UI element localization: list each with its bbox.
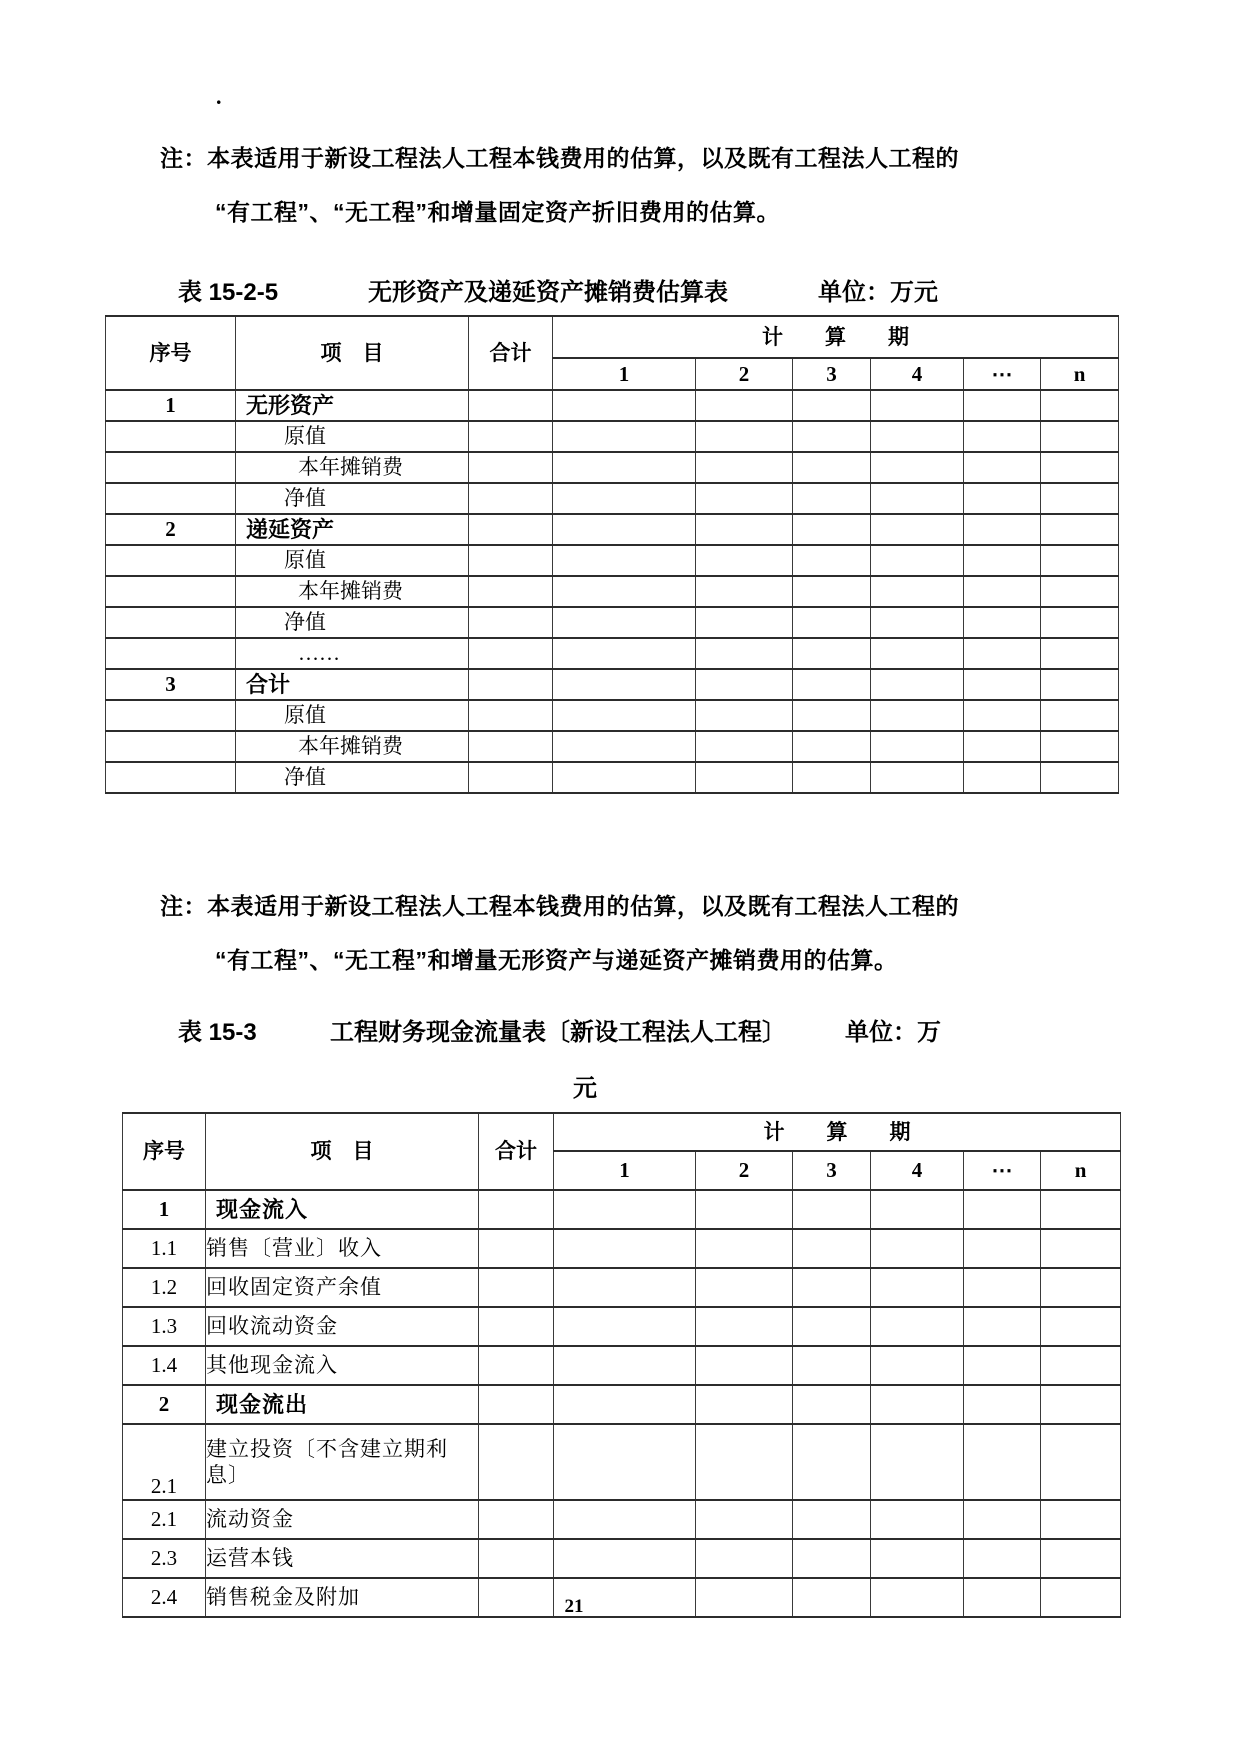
row-seq: 1.3 xyxy=(123,1307,206,1346)
empty-value-cell xyxy=(554,1424,696,1500)
empty-value-cell xyxy=(1041,762,1119,793)
empty-value-cell xyxy=(964,1346,1041,1385)
table-row xyxy=(106,545,1119,576)
empty-value-cell xyxy=(964,669,1041,700)
empty-value-cell xyxy=(554,1190,696,1229)
empty-value-cell xyxy=(469,669,553,700)
empty-value-cell xyxy=(871,1229,964,1268)
empty-value-cell xyxy=(469,514,553,545)
empty-value-cell xyxy=(553,545,696,576)
empty-value-cell xyxy=(469,576,553,607)
row-seq: 2.1 xyxy=(123,1500,206,1539)
empty-value-cell xyxy=(696,1424,793,1500)
empty-value-cell xyxy=(696,545,793,576)
empty-value-cell xyxy=(1041,452,1119,483)
empty-value-cell xyxy=(1041,390,1119,421)
empty-value-cell xyxy=(696,669,793,700)
table-row xyxy=(106,731,1119,762)
empty-value-cell xyxy=(964,607,1041,638)
empty-value-cell xyxy=(964,452,1041,483)
table-row xyxy=(123,1346,1121,1385)
row-seq: 2 xyxy=(123,1385,206,1424)
row-seq: 1 xyxy=(123,1190,206,1229)
empty-value-cell xyxy=(469,731,553,762)
col-header-total: 合计 xyxy=(469,316,553,390)
empty-value-cell xyxy=(964,390,1041,421)
table1-unit: 单位：万元 xyxy=(818,279,938,306)
period-col-n: n xyxy=(1041,358,1119,390)
table1-label: 表 15-2-5 xyxy=(178,279,279,306)
empty-value-cell xyxy=(964,1424,1041,1500)
row-item: 流动资金 xyxy=(206,1500,479,1539)
row-seq xyxy=(106,483,236,514)
empty-value-cell xyxy=(964,514,1041,545)
empty-value-cell xyxy=(1041,700,1119,731)
empty-value-cell xyxy=(696,452,793,483)
empty-value-cell xyxy=(964,545,1041,576)
table-row xyxy=(106,514,1119,545)
row-seq xyxy=(106,762,236,793)
col-header-item: 项 目 xyxy=(206,1113,479,1190)
empty-value-cell xyxy=(964,421,1041,452)
empty-value-cell xyxy=(793,421,871,452)
empty-value-cell xyxy=(469,762,553,793)
table-row xyxy=(123,1500,1121,1539)
empty-value-cell xyxy=(871,452,964,483)
period-col-3: 3 xyxy=(793,358,871,390)
empty-value-cell xyxy=(479,1424,554,1500)
table-row xyxy=(106,452,1119,483)
empty-value-cell xyxy=(554,1268,696,1307)
table-row xyxy=(106,762,1119,793)
empty-value-cell xyxy=(696,483,793,514)
empty-value-cell xyxy=(793,1385,871,1424)
empty-value-cell xyxy=(1041,1346,1121,1385)
empty-value-cell xyxy=(696,576,793,607)
empty-value-cell xyxy=(964,1307,1041,1346)
col-header-period: 计 算 期 xyxy=(553,316,1119,358)
empty-value-cell xyxy=(793,1539,871,1578)
empty-value-cell xyxy=(553,669,696,700)
period-col-2: 2 xyxy=(696,358,793,390)
empty-value-cell xyxy=(1041,638,1119,669)
empty-value-cell xyxy=(553,731,696,762)
cash-flow-table xyxy=(122,1112,1121,1618)
empty-value-cell xyxy=(1041,1190,1121,1229)
table-row xyxy=(106,607,1119,638)
row-seq: 2.4 xyxy=(123,1578,206,1617)
empty-value-cell xyxy=(469,452,553,483)
empty-value-cell xyxy=(696,1385,793,1424)
empty-value-cell xyxy=(553,514,696,545)
empty-value-cell xyxy=(793,669,871,700)
table-row xyxy=(123,1190,1121,1229)
row-seq: 2 xyxy=(106,514,236,545)
empty-value-cell xyxy=(1041,1539,1121,1578)
empty-value-cell xyxy=(696,421,793,452)
empty-value-cell xyxy=(696,1229,793,1268)
empty-value-cell xyxy=(554,1346,696,1385)
empty-value-cell xyxy=(553,638,696,669)
empty-value-cell xyxy=(871,669,964,700)
empty-value-cell xyxy=(696,607,793,638)
empty-value-cell xyxy=(696,390,793,421)
empty-value-cell xyxy=(871,762,964,793)
empty-value-cell xyxy=(1041,483,1119,514)
empty-value-cell xyxy=(871,545,964,576)
empty-value-cell xyxy=(871,1500,964,1539)
period-col-2: 2 xyxy=(696,1151,793,1190)
table-row xyxy=(123,1385,1121,1424)
empty-value-cell xyxy=(553,452,696,483)
row-item: 运营本钱 xyxy=(206,1539,479,1578)
empty-value-cell xyxy=(1041,1385,1121,1424)
empty-value-cell xyxy=(553,762,696,793)
empty-value-cell xyxy=(871,1424,964,1500)
table-row xyxy=(106,669,1119,700)
empty-value-cell xyxy=(554,1307,696,1346)
empty-value-cell xyxy=(871,700,964,731)
row-item: 本年摊销费 xyxy=(236,452,469,483)
empty-value-cell xyxy=(964,700,1041,731)
row-seq xyxy=(106,731,236,762)
row-item: 原值 xyxy=(236,421,469,452)
row-item: 无形资产 xyxy=(236,390,469,421)
empty-value-cell xyxy=(553,700,696,731)
empty-value-cell xyxy=(696,1307,793,1346)
table-row xyxy=(123,1539,1121,1578)
row-item: 原值 xyxy=(236,545,469,576)
table2-label: 表 15-3 xyxy=(178,1019,257,1046)
period-col-1: 1 xyxy=(554,1151,696,1190)
empty-value-cell xyxy=(479,1346,554,1385)
empty-value-cell xyxy=(793,545,871,576)
row-seq xyxy=(106,638,236,669)
row-seq: 2.3 xyxy=(123,1539,206,1578)
note2-line2: “有工程”、“无工程”和增量无形资产与递延资产摊销费用的估算。 xyxy=(215,947,898,973)
empty-value-cell xyxy=(793,483,871,514)
col-header-seq: 序号 xyxy=(123,1113,206,1190)
stray-dot: . xyxy=(216,84,222,109)
period-col-4: 4 xyxy=(871,358,964,390)
empty-value-cell xyxy=(964,1500,1041,1539)
empty-value-cell xyxy=(554,1385,696,1424)
empty-value-cell xyxy=(696,1346,793,1385)
row-item: 净值 xyxy=(236,483,469,514)
row-seq xyxy=(106,576,236,607)
row-seq xyxy=(106,452,236,483)
empty-value-cell xyxy=(964,576,1041,607)
empty-value-cell xyxy=(964,1385,1041,1424)
period-col-ellipsis: ⋯ xyxy=(964,358,1041,390)
note1-line2: “有工程”、“无工程”和增量固定资产折旧费用的估算。 xyxy=(215,199,780,225)
empty-value-cell xyxy=(1041,421,1119,452)
empty-value-cell xyxy=(554,1229,696,1268)
table-row xyxy=(123,1424,1121,1500)
empty-value-cell xyxy=(479,1190,554,1229)
empty-value-cell xyxy=(871,576,964,607)
empty-value-cell xyxy=(554,1539,696,1578)
page-number: 21 xyxy=(564,1596,584,1617)
empty-value-cell xyxy=(1041,1307,1121,1346)
row-seq: 1.1 xyxy=(123,1229,206,1268)
empty-value-cell xyxy=(793,638,871,669)
empty-value-cell xyxy=(696,514,793,545)
empty-value-cell xyxy=(964,762,1041,793)
col-header-item: 项 目 xyxy=(236,316,469,390)
row-item: 现金流入 xyxy=(206,1190,479,1229)
empty-value-cell xyxy=(553,576,696,607)
amortization-estimate-table xyxy=(105,315,1119,794)
empty-value-cell xyxy=(793,576,871,607)
table-row xyxy=(123,1268,1121,1307)
empty-value-cell xyxy=(871,1307,964,1346)
col-header-seq: 序号 xyxy=(106,316,236,390)
table2-unit-line2: 元 xyxy=(573,1075,597,1102)
table2-unit-line1: 单位：万 xyxy=(845,1019,941,1046)
row-seq: 2.1 xyxy=(123,1424,206,1500)
empty-value-cell xyxy=(793,607,871,638)
empty-value-cell xyxy=(469,483,553,514)
empty-value-cell xyxy=(793,390,871,421)
empty-value-cell xyxy=(793,1268,871,1307)
empty-value-cell xyxy=(1041,1500,1121,1539)
col-header-period: 计 算 期 xyxy=(554,1113,1121,1151)
empty-value-cell xyxy=(696,700,793,731)
row-item: 本年摊销费 xyxy=(236,576,469,607)
empty-value-cell xyxy=(793,700,871,731)
empty-value-cell xyxy=(793,1500,871,1539)
period-col-n: n xyxy=(1041,1151,1121,1190)
empty-value-cell xyxy=(871,1268,964,1307)
table-row xyxy=(106,390,1119,421)
empty-value-cell xyxy=(1041,731,1119,762)
period-col-3: 3 xyxy=(793,1151,871,1190)
row-item: 建立投资〔不含建立期利息〕 xyxy=(206,1424,479,1500)
empty-value-cell xyxy=(479,1307,554,1346)
empty-value-cell xyxy=(793,1229,871,1268)
empty-value-cell xyxy=(1041,669,1119,700)
empty-value-cell xyxy=(793,1346,871,1385)
table-row xyxy=(106,483,1119,514)
empty-value-cell xyxy=(696,1190,793,1229)
table1-title: 无形资产及递延资产摊销费估算表 xyxy=(368,279,728,306)
table-row xyxy=(123,1307,1121,1346)
row-item: 递延资产 xyxy=(236,514,469,545)
empty-value-cell xyxy=(696,1268,793,1307)
empty-value-cell xyxy=(964,1539,1041,1578)
empty-value-cell xyxy=(964,1190,1041,1229)
empty-value-cell xyxy=(871,1346,964,1385)
row-item: 净值 xyxy=(236,607,469,638)
period-col-4: 4 xyxy=(871,1151,964,1190)
empty-value-cell xyxy=(479,1385,554,1424)
empty-value-cell xyxy=(793,452,871,483)
empty-value-cell xyxy=(1041,545,1119,576)
empty-value-cell xyxy=(696,1539,793,1578)
empty-value-cell xyxy=(469,390,553,421)
note2-line1: 注：本表适用于新设工程法人工程本钱费用的估算，以及既有工程法人工程的 xyxy=(160,893,959,919)
empty-value-cell xyxy=(793,1190,871,1229)
row-item: 原值 xyxy=(236,700,469,731)
table-row xyxy=(106,638,1119,669)
row-seq: 1 xyxy=(106,390,236,421)
table2-title: 工程财务现金流量表〔新设工程法人工程〕 xyxy=(330,1019,786,1046)
row-item: 合计 xyxy=(236,669,469,700)
empty-value-cell xyxy=(964,638,1041,669)
empty-value-cell xyxy=(479,1229,554,1268)
empty-value-cell xyxy=(793,1424,871,1500)
empty-value-cell xyxy=(553,607,696,638)
row-seq xyxy=(106,607,236,638)
empty-value-cell xyxy=(871,483,964,514)
row-seq xyxy=(106,700,236,731)
row-item: 销售〔营业〕收入 xyxy=(206,1229,479,1268)
empty-value-cell xyxy=(871,514,964,545)
empty-value-cell xyxy=(696,638,793,669)
empty-value-cell xyxy=(554,1500,696,1539)
empty-value-cell xyxy=(469,700,553,731)
table-row xyxy=(106,421,1119,452)
empty-value-cell xyxy=(871,1190,964,1229)
empty-value-cell xyxy=(871,638,964,669)
note1-line1: 注：本表适用于新设工程法人工程本钱费用的估算，以及既有工程法人工程的 xyxy=(160,145,959,171)
empty-value-cell xyxy=(469,607,553,638)
row-seq: 1.2 xyxy=(123,1268,206,1307)
empty-value-cell xyxy=(479,1268,554,1307)
row-seq xyxy=(106,545,236,576)
row-seq xyxy=(106,421,236,452)
empty-value-cell xyxy=(871,421,964,452)
row-seq: 1.4 xyxy=(123,1346,206,1385)
empty-value-cell xyxy=(553,483,696,514)
row-item: 其他现金流入 xyxy=(206,1346,479,1385)
empty-value-cell xyxy=(696,762,793,793)
row-item: 净值 xyxy=(236,762,469,793)
empty-value-cell xyxy=(964,483,1041,514)
row-item: 销售税金及附加 xyxy=(206,1578,479,1617)
col-header-total: 合计 xyxy=(479,1113,554,1190)
empty-value-cell xyxy=(469,638,553,669)
empty-value-cell xyxy=(793,762,871,793)
empty-value-cell xyxy=(553,390,696,421)
empty-value-cell xyxy=(871,390,964,421)
empty-value-cell xyxy=(871,1385,964,1424)
empty-value-cell xyxy=(696,1500,793,1539)
empty-value-cell xyxy=(871,1539,964,1578)
row-item: 回收固定资产余值 xyxy=(206,1268,479,1307)
empty-value-cell xyxy=(1041,514,1119,545)
empty-value-cell xyxy=(964,1268,1041,1307)
period-col-ellipsis: ⋯ xyxy=(964,1151,1041,1190)
empty-value-cell xyxy=(964,1229,1041,1268)
row-item: 本年摊销费 xyxy=(236,731,469,762)
empty-value-cell xyxy=(793,514,871,545)
empty-value-cell xyxy=(469,421,553,452)
empty-value-cell xyxy=(469,545,553,576)
row-item: 回收流动资金 xyxy=(206,1307,479,1346)
empty-value-cell xyxy=(871,607,964,638)
table-row xyxy=(106,700,1119,731)
row-seq: 3 xyxy=(106,669,236,700)
table-row xyxy=(123,1229,1121,1268)
row-item: 现金流出 xyxy=(206,1385,479,1424)
empty-value-cell xyxy=(1041,1268,1121,1307)
empty-value-cell xyxy=(1041,1424,1121,1500)
empty-value-cell xyxy=(553,421,696,452)
empty-value-cell xyxy=(793,731,871,762)
empty-value-cell xyxy=(479,1500,554,1539)
period-col-1: 1 xyxy=(553,358,696,390)
empty-value-cell xyxy=(964,731,1041,762)
empty-value-cell xyxy=(1041,576,1119,607)
table-row xyxy=(106,576,1119,607)
empty-value-cell xyxy=(1041,607,1119,638)
row-item: …… xyxy=(236,638,469,669)
empty-value-cell xyxy=(696,731,793,762)
empty-value-cell xyxy=(479,1539,554,1578)
empty-value-cell xyxy=(1041,1229,1121,1268)
empty-value-cell xyxy=(871,731,964,762)
empty-value-cell xyxy=(793,1307,871,1346)
